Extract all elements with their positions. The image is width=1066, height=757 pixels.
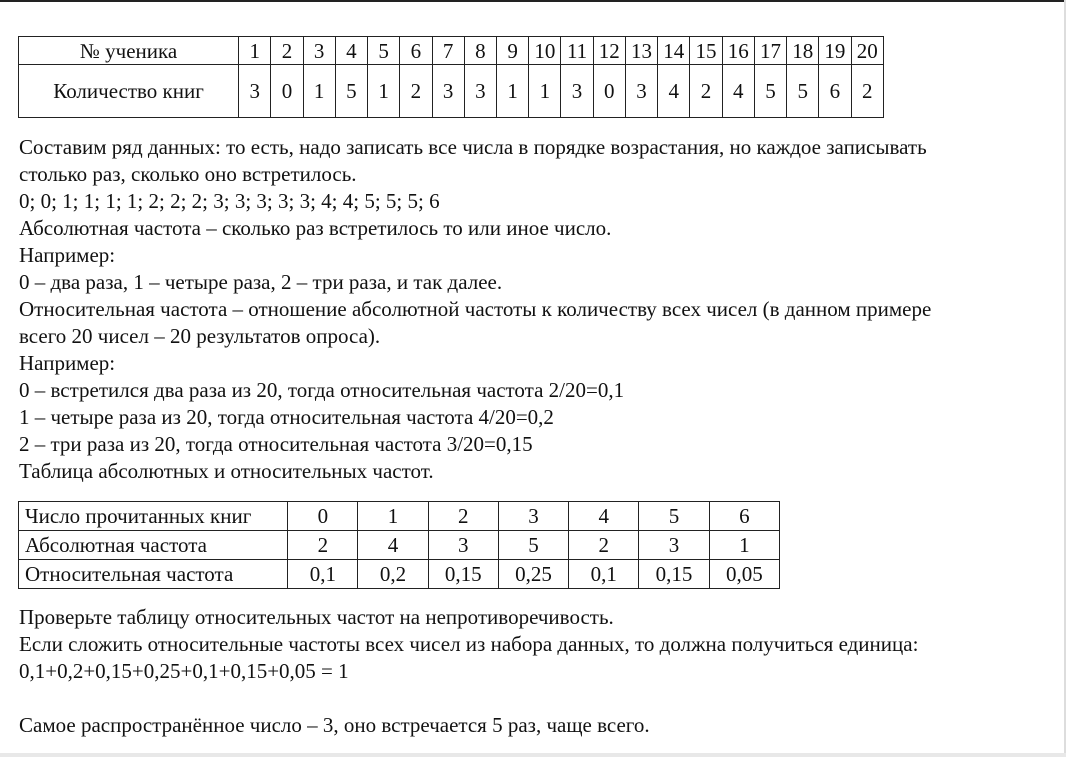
- text-line: 0 – встретился два раза из 20, тогда относительная частота 2/20=0,1: [19, 378, 625, 402]
- books-read-cell: 1: [358, 502, 428, 531]
- explanation-text: [19, 134, 931, 485]
- student-number-cell: 11: [561, 37, 593, 65]
- book-count-cell: 4: [722, 65, 754, 118]
- book-count-row: [19, 65, 884, 118]
- student-number-cell: 6: [400, 37, 432, 65]
- text-line: Проверьте таблицу относительных частот на непротиворечивость.: [19, 605, 614, 629]
- student-number-cell: 1: [239, 37, 271, 65]
- absolute-frequency-cell: 2: [569, 531, 639, 560]
- student-number-cell: 5: [368, 37, 400, 65]
- books-read-row: [19, 502, 780, 531]
- text-line: Например:: [19, 351, 116, 375]
- text-line: 1 – четыре раза из 20, тогда относительная частота 4/20=0,2: [19, 405, 554, 429]
- student-number-cell: 16: [722, 37, 754, 65]
- books-read-cell: 4: [569, 502, 639, 531]
- student-number-cell: 18: [787, 37, 819, 65]
- text-line: Абсолютная частота – сколько раз встретилось то или иное число.: [19, 216, 612, 240]
- book-count-cell: 6: [819, 65, 851, 118]
- books-read-cell: 2: [428, 502, 498, 531]
- books-read-cell: 3: [498, 502, 568, 531]
- students-table: [18, 36, 884, 118]
- books-read-cell: 6: [709, 502, 779, 531]
- relative-frequency-cell: 0,15: [639, 560, 709, 589]
- text-line: 0 – два раза, 1 – четыре раза, 2 – три раза, и так далее.: [19, 270, 503, 294]
- book-count-cell: 3: [561, 65, 593, 118]
- absolute-frequency-cell: 1: [709, 531, 779, 560]
- books-read-cell: 0: [288, 502, 358, 531]
- book-count-header: Количество книг: [19, 65, 239, 118]
- text-line: Если сложить относительные частоты всех чисел из набора данных, то должна получиться единица:: [19, 632, 919, 656]
- books-read-cell: 5: [639, 502, 709, 531]
- text-line: Составим ряд данных: то есть, надо записать все числа в порядке возрастания, но каждое записывать: [19, 135, 927, 159]
- relative-frequency-cell: 0,25: [498, 560, 568, 589]
- relative-frequency-cell: 0,15: [428, 560, 498, 589]
- text-line: Самое распространённое число – 3, оно встречается 5 раз, чаще всего.: [19, 713, 650, 737]
- book-count-cell: 2: [690, 65, 722, 118]
- student-number-cell: 10: [529, 37, 561, 65]
- absolute-frequency-row: [19, 531, 780, 560]
- book-count-cell: 1: [529, 65, 561, 118]
- book-count-cell: 5: [754, 65, 786, 118]
- books-read-header: Число прочитанных книг: [19, 502, 288, 531]
- text-line: Например:: [19, 243, 116, 267]
- relative-frequency-cell: 0,1: [569, 560, 639, 589]
- top-border: [0, 0, 1066, 2]
- student-number-cell: 14: [658, 37, 690, 65]
- text-line: 0,1+0,2+0,15+0,25+0,1+0,15+0,05 = 1: [19, 659, 349, 683]
- absolute-frequency-cell: 3: [428, 531, 498, 560]
- book-count-cell: 3: [239, 65, 271, 118]
- relative-frequency-cell: 0,2: [358, 560, 428, 589]
- absolute-frequency-cell: 5: [498, 531, 568, 560]
- book-count-cell: 1: [368, 65, 400, 118]
- blank-line: [19, 685, 918, 712]
- student-number-cell: 19: [819, 37, 851, 65]
- book-count-cell: 1: [303, 65, 335, 118]
- relative-frequency-cell: 0,05: [709, 560, 779, 589]
- conclusion-text: [19, 604, 918, 739]
- bottom-border: [0, 753, 1066, 757]
- student-number-cell: 13: [625, 37, 657, 65]
- student-number-cell: 4: [335, 37, 367, 65]
- text-line: Относительная частота – отношение абсолютной частоты к количеству всех чисел (в данном примере: [19, 297, 932, 321]
- student-number-cell: 9: [496, 37, 528, 65]
- book-count-cell: 0: [271, 65, 303, 118]
- relative-frequency-cell: 0,1: [288, 560, 358, 589]
- student-number-cell: 7: [432, 37, 464, 65]
- student-number-row: [19, 37, 884, 65]
- book-count-cell: 5: [787, 65, 819, 118]
- relative-frequency-row: [19, 560, 780, 589]
- text-line: всего 20 чисел – 20 результатов опроса).: [19, 324, 381, 348]
- book-count-cell: 1: [496, 65, 528, 118]
- frequency-table: [18, 501, 780, 589]
- absolute-frequency-cell: 4: [358, 531, 428, 560]
- student-number-cell: 3: [303, 37, 335, 65]
- book-count-cell: 2: [400, 65, 432, 118]
- text-line: Таблица абсолютных и относительных частот.: [19, 459, 434, 483]
- book-count-cell: 2: [851, 65, 883, 118]
- text-line: 0; 0; 1; 1; 1; 1; 2; 2; 2; 3; 3; 3; 3; 3; 4; 4; 5; 5; 5; 6: [19, 189, 440, 213]
- book-count-cell: 3: [432, 65, 464, 118]
- student-number-cell: 2: [271, 37, 303, 65]
- book-count-cell: 4: [658, 65, 690, 118]
- book-count-cell: 3: [625, 65, 657, 118]
- book-count-cell: 5: [335, 65, 367, 118]
- student-number-header: № ученика: [19, 37, 239, 65]
- student-number-cell: 15: [690, 37, 722, 65]
- book-count-cell: 0: [593, 65, 625, 118]
- student-number-cell: 17: [754, 37, 786, 65]
- text-line: 2 – три раза из 20, тогда относительная частота 3/20=0,15: [19, 432, 533, 456]
- absolute-frequency-cell: 2: [288, 531, 358, 560]
- text-line: столько раз, сколько оно встретилось.: [19, 162, 357, 186]
- absolute-frequency-cell: 3: [639, 531, 709, 560]
- student-number-cell: 12: [593, 37, 625, 65]
- book-count-cell: 3: [464, 65, 496, 118]
- absolute-frequency-header: Абсолютная частота: [19, 531, 288, 560]
- student-number-cell: 8: [464, 37, 496, 65]
- student-number-cell: 20: [851, 37, 883, 65]
- relative-frequency-header: Относительная частота: [19, 560, 288, 589]
